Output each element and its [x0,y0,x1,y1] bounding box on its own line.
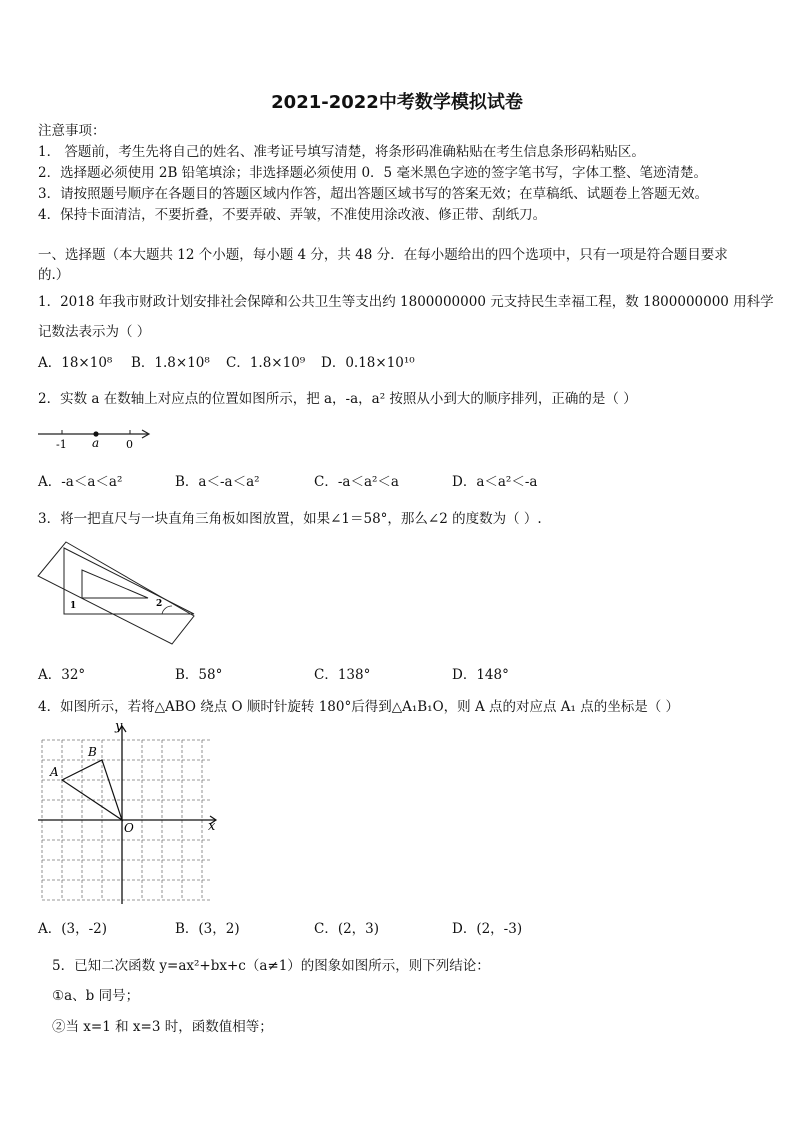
q4-option-b[interactable]: B．(3，2) [175,921,240,937]
angle-1-label: 1 [70,601,77,611]
q2-option-d[interactable]: D．a＜a²＜-a [452,474,538,490]
y-axis-label: y [115,720,123,734]
q3-option-a[interactable]: A．32° [38,667,86,683]
q4-option-a[interactable]: A．(3，-2) [38,921,108,937]
q2-option-b[interactable]: B．a＜-a＜a² [175,474,260,490]
q5-item: ①a、b 同号； [52,988,140,1004]
coordinate-grid-figure [36,720,220,906]
notice-item: 4．保持卡面清洁，不要折叠，不要弄破、弄皱，不准使用涂改液、修正带、刮纸刀。 [38,207,547,223]
tick-label-minus-one: -1 [56,438,67,451]
q4-stem: 4．如图所示，若将△ABO 绕点 O 顺时针旋转 180°后得到△A₁B₁O，则 A 点的对应点 A₁ 点的坐标是（ ） [38,699,680,715]
point-a-label: A [50,765,59,779]
angle-2-label: 2 [156,599,163,609]
notice-item: 2．选择题必须使用 2B 铅笔填涂；非选择题必须使用 0．5 毫米黑色字迹的签字笔书写，字体工整、笔迹清楚。 [38,165,707,181]
notice-item: 1． 答题前，考生先将自己的姓名、准考证号填写清楚，将条形码准确粘贴在考生信息条形码粘贴区。 [38,144,645,160]
q5-item: ②当 x=1 和 x=3 时，函数值相等； [52,1019,273,1035]
q1-option-c[interactable]: C．1.8×10⁹ [226,355,306,371]
q2-option-a[interactable]: A．-a＜a＜a² [38,474,123,490]
section-heading-cont: 的.） [38,267,70,283]
q1-option-a[interactable]: A．18×10⁸ [38,355,113,371]
point-a-label: a [92,436,100,450]
x-axis-label: x [208,819,216,834]
q3-option-b[interactable]: B．58° [175,667,223,683]
number-line-figure [36,420,154,452]
point-b-label: B [88,745,97,759]
q5-stem: 5．已知二次函数 y=ax²+bx+c（a≠1）的图象如图所示，则下列结论： [52,958,490,974]
q1-stem-cont: 记数法表示为（ ） [38,324,151,340]
notice-item: 3．请按照题号顺序在各题目的答题区域内作答，超出答题区域书写的答案无效；在草稿纸、试题卷上答题无效。 [38,186,709,202]
q2-option-c[interactable]: C．-a＜a²＜a [314,474,399,490]
q1-option-d[interactable]: D．0.18×10¹⁰ [321,355,415,371]
ruler-triangle-figure [36,538,198,650]
section-heading: 一、选择题（本大题共 12 个小题，每小题 4 分，共 48 分．在每小题给出的四个选项中，只有一项是符合题目要求 [38,247,728,263]
origin-label: O [124,821,134,835]
q3-option-d[interactable]: D．148° [452,667,509,683]
q3-option-c[interactable]: C．138° [314,667,371,683]
q1-option-b[interactable]: B．1.8×10⁸ [131,355,210,371]
q4-option-c[interactable]: C．(2，3) [314,921,380,937]
q4-option-d[interactable]: D．(2，-3) [452,921,523,937]
tick-label-zero: 0 [126,438,133,451]
notice-heading: 注意事项： [38,123,106,139]
q1-stem: 1．2018 年我市财政计划安排社会保障和公共卫生等支出约 1800000000 元支持民生幸福工程，数 1800000000 用科学 [38,294,774,310]
q2-stem: 2．实数 a 在数轴上对应点的位置如图所示，把 a，-a，a² 按照从小到大的顺序排列，正确的是（ ） [38,391,637,407]
q3-stem: 3．将一把直尺与一块直角三角板如图放置，如果∠1＝58°，那么∠2 的度数为（ ）. [38,511,542,527]
page-title: 2021-2022中考数学模拟试卷 [271,92,523,113]
